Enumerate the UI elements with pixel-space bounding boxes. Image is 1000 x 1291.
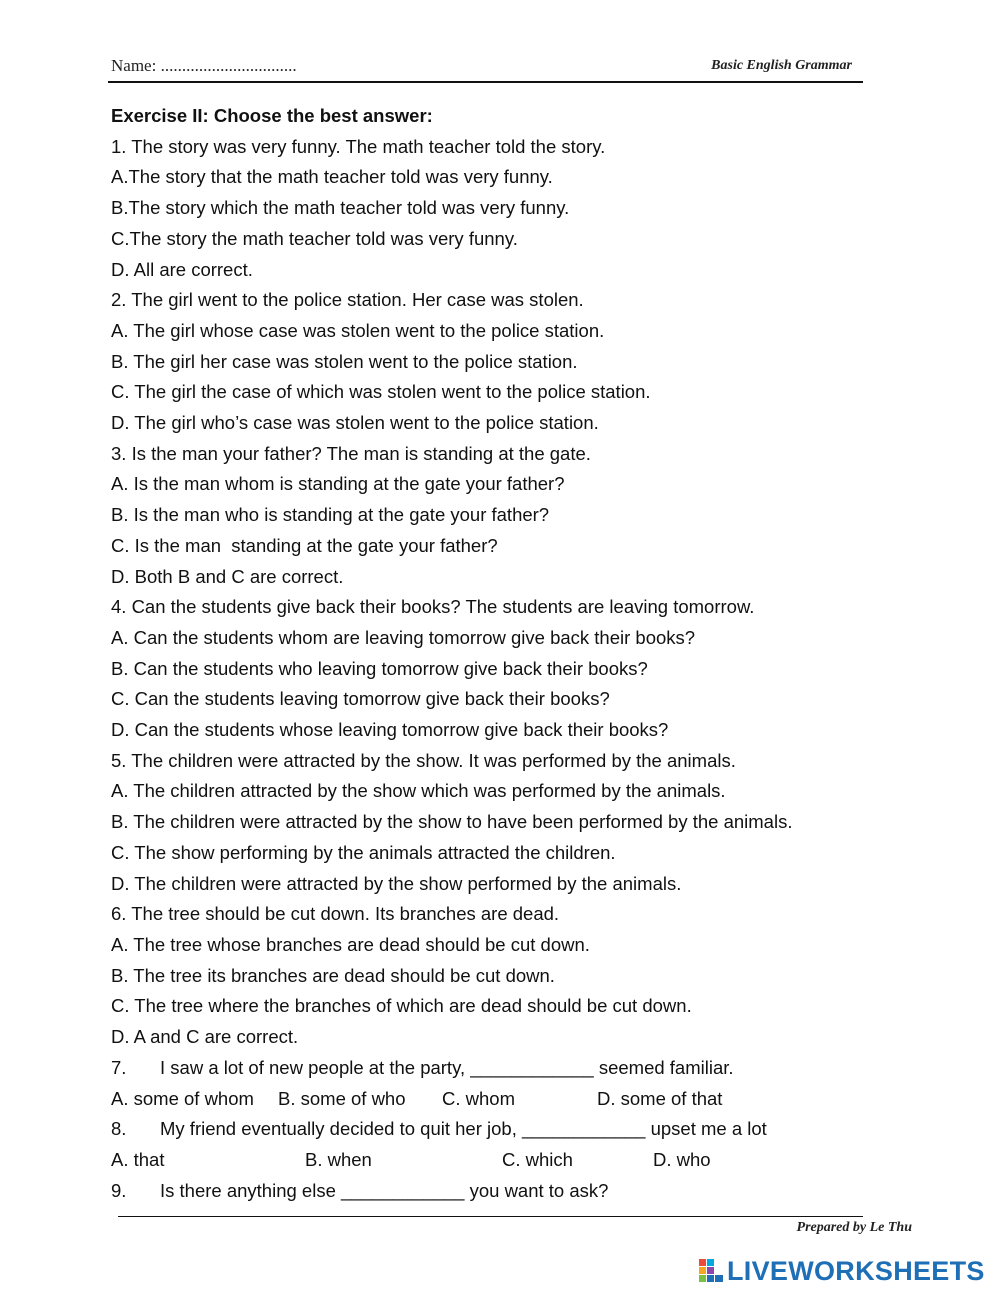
footer-credit: Prepared by Le Thu [796, 1220, 912, 1235]
exercise-line: B. The girl her case was stolen went to the police station. [111, 350, 578, 372]
exercise-line: B.The story which the math teacher told was very funny. [111, 197, 570, 219]
question-8-options [111, 1145, 871, 1176]
exercise-line: A. Is the man whom is standing at the gate your father? [111, 473, 565, 495]
exercise-line: 3. Is the man your father? The man is standing at the gate. [111, 442, 591, 464]
question-number: 8. [111, 1118, 127, 1140]
exercise-line: B. The children were attracted by the show to have been performed by the animals. [111, 811, 793, 833]
footer-divider [118, 1216, 863, 1217]
option-a: A. that [111, 1148, 165, 1170]
brand-name: LIVEWORKSHEETS [727, 1255, 985, 1286]
option-c: C. whom [442, 1087, 515, 1109]
exercise-line: 4. Can the students give back their books? The students are leaving tomorrow. [111, 596, 755, 618]
exercise-line: A. The tree whose branches are dead should be cut down. [111, 933, 590, 955]
exercise-line: D. Both B and C are correct. [111, 565, 344, 587]
exercise-line: A.The story that the math teacher told was very funny. [111, 166, 553, 188]
exercise-line: A. The children attracted by the show which was performed by the animals. [111, 780, 726, 802]
question-list [111, 132, 871, 1053]
exercise-line: C. The show performing by the animals attracted the children. [111, 841, 616, 863]
exercise-line: 2. The girl went to the police station. Her case was stolen. [111, 289, 584, 311]
liveworksheets-logo-icon [698, 1257, 724, 1285]
question-7-options [111, 1084, 871, 1115]
question-number: 7. [111, 1056, 127, 1078]
exercise-line: B. The tree its branches are dead should be cut down. [111, 964, 555, 986]
exercise-line: B. Can the students who leaving tomorrow give back their books? [111, 657, 648, 679]
exercise-heading: Exercise II: Choose the best answer: [111, 105, 433, 126]
header-title: Basic English Grammar [711, 58, 852, 73]
question-text: I saw a lot of new people at the party, ____________ seemed familiar. [160, 1056, 734, 1078]
exercise-line: C. The girl the case of which was stolen went to the police station. [111, 381, 651, 403]
exercise-line: 1. The story was very funny. The math teacher told the story. [111, 135, 606, 157]
question-8 [111, 1114, 871, 1145]
exercise-body [111, 101, 871, 1206]
exercise-line: A. Can the students whom are leaving tomorrow give back their books? [111, 626, 696, 648]
question-9 [111, 1176, 871, 1207]
exercise-line: D. The children were attracted by the show performed by the animals. [111, 872, 682, 894]
exercise-line: 5. The children were attracted by the show. It was performed by the animals. [111, 749, 736, 771]
option-b: B. when [305, 1148, 372, 1170]
exercise-line: C. The tree where the branches of which are dead should be cut down. [111, 995, 692, 1017]
option-d: D. some of that [597, 1087, 723, 1109]
option-b: B. some of who [278, 1087, 406, 1109]
option-d: D. who [653, 1148, 711, 1170]
exercise-line: D. Can the students whose leaving tomorrow give back their books? [111, 719, 669, 741]
exercise-line: D. All are correct. [111, 258, 253, 280]
header-name-field: Name: ................................ [111, 56, 297, 75]
question-text: My friend eventually decided to quit her job, ____________ upset me a lot [160, 1118, 767, 1140]
question-number: 9. [111, 1179, 127, 1201]
option-a: A. some of whom [111, 1087, 254, 1109]
exercise-line: C. Can the students leaving tomorrow give back their books? [111, 688, 610, 710]
exercise-line: B. Is the man who is standing at the gate your father? [111, 504, 550, 526]
exercise-line: C. Is the man standing at the gate your father? [111, 534, 498, 556]
option-c: C. which [502, 1148, 573, 1170]
question-text: Is there anything else ____________ you want to ask? [160, 1179, 609, 1201]
liveworksheets-brand [698, 1255, 985, 1287]
exercise-line: 6. The tree should be cut down. Its branches are dead. [111, 903, 560, 925]
question-7 [111, 1053, 871, 1084]
exercise-line: D. A and C are correct. [111, 1026, 299, 1048]
exercise-line: A. The girl whose case was stolen went to the police station. [111, 319, 605, 341]
exercise-line: C.The story the math teacher told was very funny. [111, 227, 518, 249]
header-divider [108, 81, 863, 83]
exercise-line: D. The girl who’s case was stolen went to the police station. [111, 412, 599, 434]
